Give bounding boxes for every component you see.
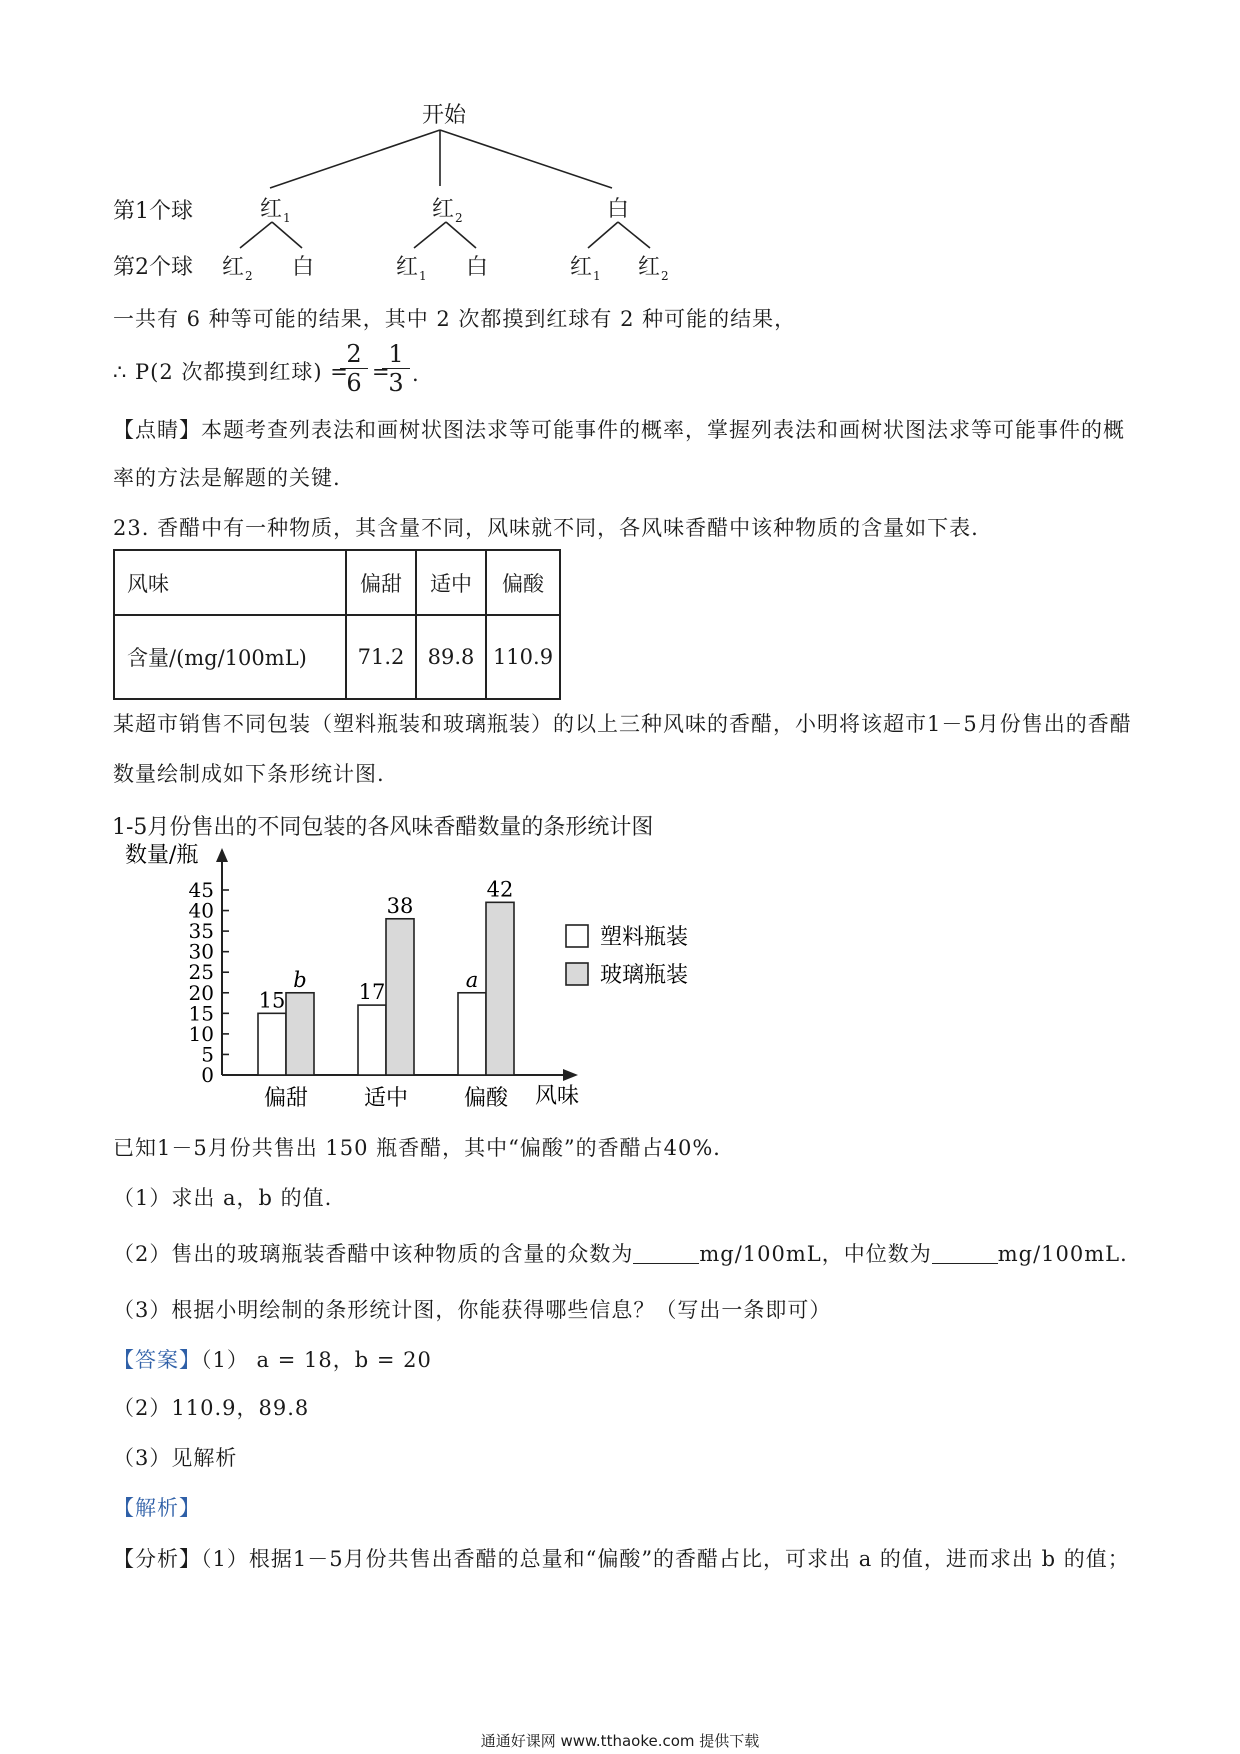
tree-node-l2: 红$_1$ bbox=[396, 255, 427, 283]
table-header-cell: 偏酸 bbox=[486, 550, 560, 615]
x-tick-label: 适中 bbox=[363, 1086, 409, 1111]
y-tick-label: 40 bbox=[188, 898, 214, 923]
tree-diagram bbox=[0, 0, 1240, 290]
tree-node-l2: 白 bbox=[292, 255, 315, 280]
tree-edge bbox=[446, 222, 476, 248]
bar-data-label: 38 bbox=[386, 893, 414, 918]
bar-data-label: 17 bbox=[358, 980, 386, 1005]
chart-title: 1-5月份售出的不同包装的各风味香醋数量的条形统计图 bbox=[112, 815, 654, 840]
question-23-intro: 23. 香醋中有一种物质，其含量不同，风味就不同，各风味香醋中该种物质的含量如下表. bbox=[113, 516, 979, 540]
y-tick-label: 0 bbox=[201, 1063, 214, 1087]
tree-node-l1: 红$_1$ bbox=[260, 197, 291, 225]
analysis-line-1 bbox=[113, 1545, 1130, 1573]
tree-edge bbox=[618, 222, 650, 248]
fraction-2-6 bbox=[340, 340, 368, 397]
x-tick-label: 偏酸 bbox=[463, 1086, 509, 1111]
fraction-denominator: 6 bbox=[346, 369, 362, 397]
answer-line-3: （3）见解析 bbox=[113, 1446, 238, 1470]
answer-blank bbox=[932, 1243, 998, 1264]
known-condition: 已知1－5月份共售出 150 瓶香醋，其中“偏酸”的香醋占40%． bbox=[113, 1136, 736, 1160]
y-tick-label: 35 bbox=[188, 919, 214, 944]
bar-data-label: b bbox=[293, 967, 307, 992]
legend-label: 塑料瓶装 bbox=[600, 925, 689, 950]
fraction-1-3 bbox=[382, 340, 410, 397]
probability-prefix: ∴ P(2 次都摸到红球) = bbox=[113, 360, 349, 384]
bar-plastic bbox=[458, 993, 486, 1075]
table-header-cell: 风味 bbox=[114, 550, 346, 615]
x-tick-label: 偏甜 bbox=[263, 1086, 309, 1111]
question-3: （3）根据小明绘制的条形统计图，你能获得哪些信息？（写出一条即可） bbox=[113, 1298, 832, 1322]
bar-data-label: a bbox=[465, 967, 479, 992]
y-tick-label: 5 bbox=[201, 1042, 214, 1067]
x-axis-label: 风味 bbox=[535, 1084, 580, 1109]
question-2-text-b: mg/100mL，中位数为 bbox=[699, 1242, 932, 1266]
tree-edge bbox=[588, 222, 618, 248]
tree-root: 开始 bbox=[422, 103, 467, 128]
tree-edge bbox=[270, 130, 440, 188]
tree-edge bbox=[440, 130, 612, 188]
question-2 bbox=[113, 1240, 1142, 1268]
analysis-text: （1）根据1－5月份共售出香醋的总量和“偏酸”的香醋占比，可求出 a 的值，进而求出 b 的值； bbox=[201, 1547, 1130, 1571]
bar-plastic bbox=[258, 1013, 286, 1075]
y-axis-label: 数量/瓶 bbox=[125, 843, 199, 868]
y-tick-label: 25 bbox=[188, 960, 214, 985]
dianjing-line-2: 率的方法是解题的关键. bbox=[113, 466, 341, 490]
fraction-numerator: 1 bbox=[388, 340, 404, 368]
fraction-numerator: 2 bbox=[346, 340, 362, 368]
jiexi-tag: 【解析】 bbox=[113, 1496, 201, 1520]
table-cell: 71.2 bbox=[346, 615, 416, 699]
answer-tag: 【答案】 bbox=[113, 1348, 201, 1372]
tree-node-l2: 红$_2$ bbox=[222, 255, 253, 283]
table-header-cell: 适中 bbox=[416, 550, 486, 615]
y-tick-label: 20 bbox=[188, 980, 214, 1005]
tree-node-l1: 红$_2$ bbox=[432, 197, 463, 225]
y-tick-label: 15 bbox=[188, 1001, 214, 1026]
answer-blank bbox=[633, 1243, 699, 1264]
bar-data-label: 15 bbox=[258, 988, 286, 1013]
fraction-denominator: 3 bbox=[388, 369, 404, 397]
answer-line-2: （2）110.9，89.8 bbox=[113, 1396, 310, 1420]
bar-glass bbox=[386, 919, 414, 1075]
answer-line-1 bbox=[113, 1346, 432, 1374]
y-axis-arrow bbox=[216, 848, 228, 862]
period: . bbox=[412, 362, 420, 386]
tree-node-l2: 红$_1$ bbox=[570, 255, 601, 283]
table-header-cell: 偏甜 bbox=[346, 550, 416, 615]
analysis-tag: 【分析】 bbox=[113, 1547, 201, 1571]
x-axis-arrow bbox=[563, 1069, 578, 1081]
y-tick-label: 30 bbox=[188, 939, 214, 964]
content-table bbox=[113, 549, 561, 700]
tree-node-l2: 白 bbox=[466, 255, 489, 280]
bar-data-label: 42 bbox=[486, 877, 514, 902]
table-cell: 89.8 bbox=[416, 615, 486, 699]
question-2-text-a: （2）售出的玻璃瓶装香醋中该种物质的含量的众数为 bbox=[113, 1242, 634, 1266]
question-1: （1）求出 a，b 的值. bbox=[113, 1186, 333, 1210]
table-cell: 110.9 bbox=[486, 615, 560, 699]
answer-1: （1） a = 18，b = 20 bbox=[201, 1348, 432, 1372]
bar-chart bbox=[0, 840, 760, 1120]
bar-glass bbox=[486, 902, 514, 1075]
bar-glass bbox=[286, 993, 314, 1075]
tree-edge bbox=[272, 222, 302, 248]
result-line: 一共有 6 种等可能的结果，其中 2 次都摸到红球有 2 种可能的结果， bbox=[113, 307, 797, 331]
tree-row2-label: 第2个球 bbox=[113, 255, 193, 280]
market-line-1: 某超市销售不同包装（塑料瓶装和玻璃瓶装）的以上三种风味的香醋，小明将该超市1－5月份售出的香醋 bbox=[113, 712, 1132, 736]
equals-sign: = bbox=[372, 360, 391, 384]
footer: 通通好课网 www.tthaoke.com 提供下载 bbox=[480, 1732, 760, 1750]
y-tick-label: 45 bbox=[188, 878, 214, 902]
legend-label: 玻璃瓶装 bbox=[600, 963, 689, 988]
tree-node-l1: 白 bbox=[607, 197, 630, 222]
market-line-2: 数量绘制成如下条形统计图. bbox=[113, 762, 385, 786]
table-row-label: 含量/(mg/100mL) bbox=[114, 615, 346, 699]
tree-row1-label: 第1个球 bbox=[113, 199, 193, 224]
legend-swatch bbox=[566, 963, 588, 985]
dianjing-line-1: 【点睛】本题考查列表法和画树状图法求等可能事件的概率，掌握列表法和画树状图法求等可能事件的概 bbox=[113, 418, 1125, 442]
question-2-text-c: mg/100mL． bbox=[997, 1242, 1143, 1266]
tree-edge bbox=[414, 222, 446, 248]
y-tick-label: 10 bbox=[188, 1021, 214, 1046]
tree-edge bbox=[240, 222, 272, 248]
legend-swatch bbox=[566, 925, 588, 947]
bar-plastic bbox=[358, 1005, 386, 1075]
tree-node-l2: 红$_2$ bbox=[638, 255, 669, 283]
